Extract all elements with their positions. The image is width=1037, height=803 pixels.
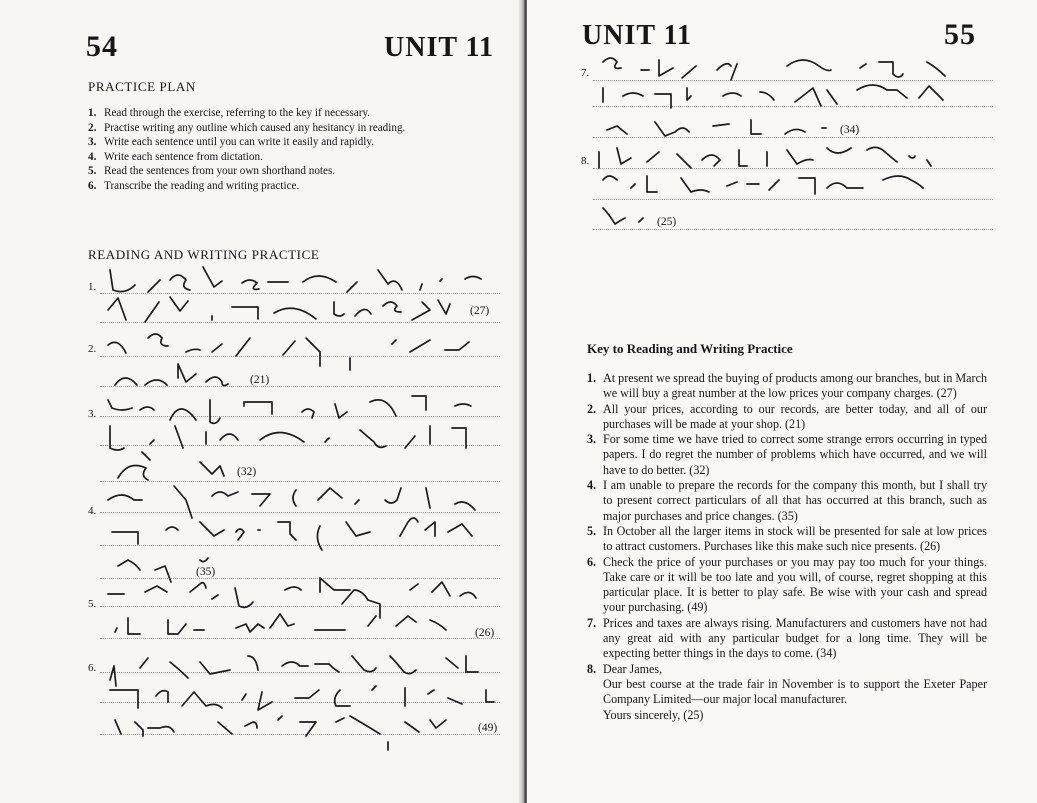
word-count: (26) (475, 627, 495, 639)
unit-title-left: UNIT 11 (384, 32, 494, 63)
key-item: 3. For some time we have tried to correct some strange errors occurring in typed papers. I do regret the number of problems which have occurred, and we will have to do better. (32) (587, 432, 987, 477)
unit-title-right: UNIT 11 (582, 20, 692, 51)
plan-item: 3. Write each sentence until you can write it easily and rapidly. (88, 136, 375, 149)
key-heading: Key to Reading and Writing Practice (587, 341, 793, 356)
exercise-number: 7. (581, 67, 590, 79)
plan-item: 1. Read through the exercise, referring to the key if necessary. (88, 107, 371, 119)
key-item: 8. Dear James, Our best course at the trade fair in November is to support the Exeter Paper Company Limited—our major local manufacturer. Yours sincerely, (25) (587, 661, 987, 722)
exercise-number: 5. (88, 598, 97, 610)
word-count: (21) (250, 374, 270, 386)
key-item: 2. All your prices, according to our records, are better today, and all of our purchases will be made at your shop. (21) (587, 401, 987, 431)
plan-item: 6. Transcribe the reading and writing practice. (88, 179, 300, 192)
key-item: 4. I am unable to prepare the records for the company this month, but I shall try to present correct particulars of all that has occurred at this branch, such as major purchases and price changes. (35) (587, 478, 987, 523)
reading-practice-heading: READING AND WRITING PRACTICE (88, 247, 320, 262)
exercise-number: 4. (88, 505, 97, 517)
practice-plan-heading: PRACTICE PLAN (88, 79, 196, 94)
key-item: 5. In October all the larger items in stock will be presented for sale at low prices to attract customers. Purchases like this make such nice presents. (26) (587, 523, 987, 554)
key-item: 1. At present we spread the buying of products among our branches, but in March we will buy a great number at the low prices your company charges. (27) (587, 371, 987, 401)
plan-item: 2. Practise writing any outline which caused any hesitancy in reading. (88, 121, 406, 134)
key-list (587, 371, 987, 723)
word-count: (49) (478, 722, 498, 734)
exercise-number: 1. (88, 281, 97, 293)
exercise-number: 2. (88, 343, 97, 355)
page-number-left: 54 (86, 30, 118, 63)
word-count: (34) (840, 124, 860, 136)
key-item: 6. Check the price of your purchases or you may pay too much for your things. Take care or it will be too late and you will, of course, regret shopping at this particular place. It is better to play safe. Be wise with your cash and spread your purchasing. (49) (587, 554, 987, 615)
word-count: (35) (196, 566, 216, 578)
word-count: (25) (657, 216, 677, 228)
plan-item: 5. Read the sentences from your own shorthand notes. (88, 165, 336, 178)
right-page (527, 0, 1037, 803)
word-count: (27) (470, 305, 490, 317)
exercise-number: 8. (581, 155, 590, 167)
word-count: (32) (237, 466, 257, 478)
exercise-number: 6. (88, 662, 97, 674)
key-item: 7. Prices and taxes are always rising. Manufacturers and customers have not had any great aid with any particular budget for a long time. They will be expecting better things in the days to come. (34) (587, 615, 987, 661)
exercise-number: 3. (88, 408, 97, 420)
plan-item: 4. Write each sentence from dictation. (88, 150, 263, 163)
page-number-right: 55 (944, 18, 976, 51)
